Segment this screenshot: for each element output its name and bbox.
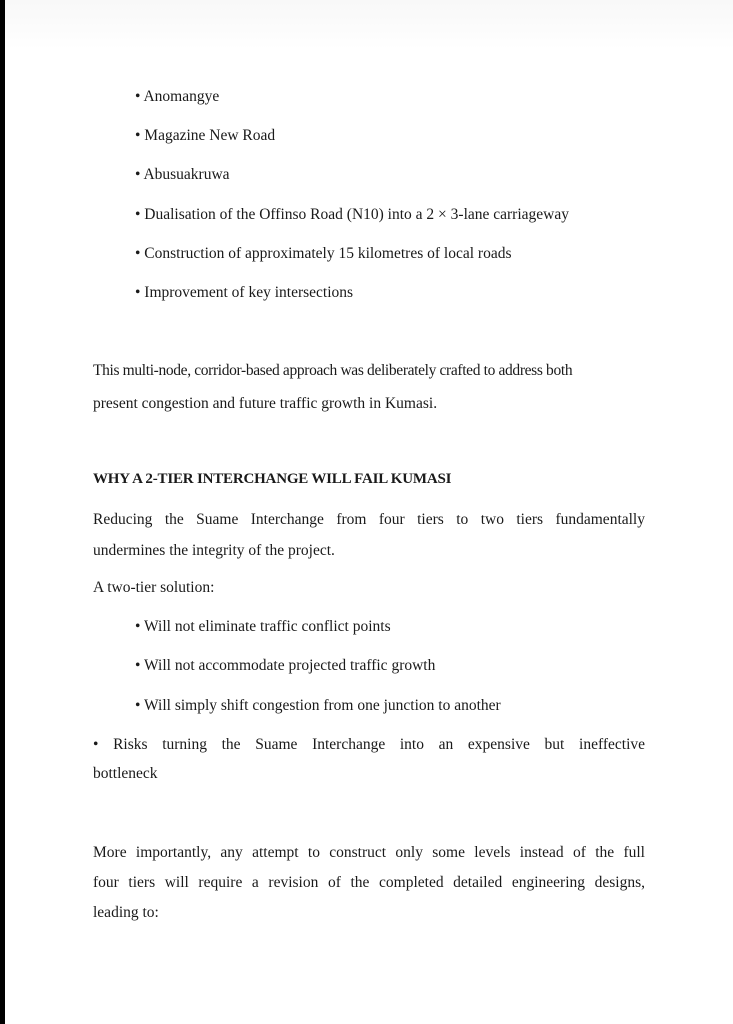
list-item: • Magazine New Road <box>135 127 276 144</box>
section-heading: WHY A 2-TIER INTERCHANGE WILL FAIL KUMASI <box>93 471 452 487</box>
paragraph-line: undermines the integrity of the project. <box>93 542 335 559</box>
list-item: • Will not accommodate projected traffic growth <box>135 657 436 674</box>
paragraph-line: More importantly, any attempt to construct only some levels instead of the full <box>93 844 645 861</box>
paragraph-line: present congestion and future traffic growth in Kumasi. <box>93 395 438 412</box>
list-item: • Anomangye <box>135 88 220 105</box>
paragraph-line: four tiers will require a revision of the completed detailed engineering designs, <box>93 874 645 891</box>
list-item: • Construction of approximately 15 kilometres of local roads <box>135 245 512 262</box>
list-item: • Risks turning the Suame Interchange into an expensive but ineffective <box>93 736 645 753</box>
list-item: • Will not eliminate traffic conflict points <box>135 618 391 635</box>
paragraph-line: Reducing the Suame Interchange from four tiers to two tiers fundamentally <box>93 511 645 528</box>
list-item: • Dualisation of the Offinso Road (N10) into a 2 × 3-lane carriageway <box>135 206 569 223</box>
paragraph-line: leading to: <box>93 904 159 921</box>
paragraph-line: A two-tier solution: <box>93 579 215 596</box>
list-item-continuation: bottleneck <box>93 765 158 782</box>
page-top-shade <box>5 0 733 50</box>
list-item: • Will simply shift congestion from one junction to another <box>135 697 501 714</box>
list-item: • Abusuakruwa <box>135 166 230 183</box>
list-item: • Improvement of key intersections <box>135 284 354 301</box>
paragraph-line: This multi-node, corridor-based approach was deliberately crafted to address both <box>93 362 573 379</box>
